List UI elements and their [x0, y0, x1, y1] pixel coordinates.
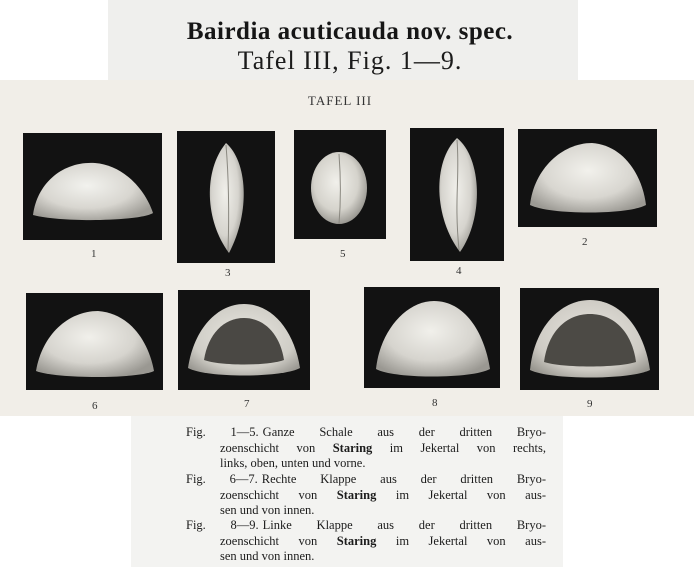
figure-8-image	[364, 287, 500, 388]
figure-9-image	[520, 288, 659, 390]
figure-number-8: 8	[432, 397, 438, 409]
figure-1-image	[23, 133, 162, 240]
figure-number-5: 5	[340, 248, 346, 260]
figure-5-image	[294, 130, 386, 239]
caption-3-line-1: Linke Klappe aus der dritten Bryo-	[262, 518, 546, 532]
caption-1-line-2a: zoenschicht von	[220, 440, 333, 455]
caption-paragraph-3	[186, 518, 546, 565]
caption-1-line-1: Ganze Schale aus der dritten Bryo-	[262, 425, 546, 439]
caption-2-line-2a: zoenschicht von	[220, 487, 337, 502]
caption-paragraph-2	[186, 472, 546, 519]
caption-2-line-2b: im Jekertal von aus-	[376, 487, 546, 502]
figure-number-9: 9	[587, 398, 593, 410]
caption-1-line-2b: im Jekertal von rechts,	[372, 440, 546, 455]
caption-3-label: Fig. 8—9.	[186, 518, 259, 532]
caption-2-line-3: sen und von innen.	[220, 503, 315, 517]
caption-1-line-3: links, oben, unten und vorne.	[220, 456, 366, 470]
figure-3-image	[177, 131, 275, 263]
caption-1-staring: Staring	[332, 440, 373, 455]
figure-number-3: 3	[225, 267, 231, 279]
caption-3-line-3: sen und von innen.	[220, 549, 315, 563]
page-subtitle: Tafel III, Fig. 1—9.	[237, 46, 463, 75]
page-title: Bairdia acuticauda nov. spec.	[186, 18, 514, 45]
caption-3-line-2b: im Jekertal von aus-	[376, 533, 546, 548]
caption-2-staring: Staring	[336, 487, 377, 502]
figure-number-6: 6	[92, 400, 98, 412]
caption-2-line-1: Rechte Klappe aus der dritten Bryo-	[261, 472, 546, 486]
caption-paragraph-1	[186, 425, 546, 472]
caption-3-line-2a: zoenschicht von	[220, 533, 337, 548]
figure-2-image	[518, 129, 657, 227]
figure-number-2: 2	[582, 236, 588, 248]
caption-3-staring: Staring	[336, 533, 377, 548]
figure-number-4: 4	[456, 265, 462, 277]
caption-2-label: Fig. 6—7.	[186, 472, 258, 486]
caption-1-label: Fig. 1—5.	[186, 425, 259, 439]
figure-number-1: 1	[91, 248, 97, 260]
figure-7-image	[178, 290, 310, 390]
figure-number-7: 7	[244, 398, 250, 410]
figure-6-image	[26, 293, 163, 390]
figure-4-image	[410, 128, 504, 261]
plate-label: TAFEL III	[307, 93, 373, 108]
